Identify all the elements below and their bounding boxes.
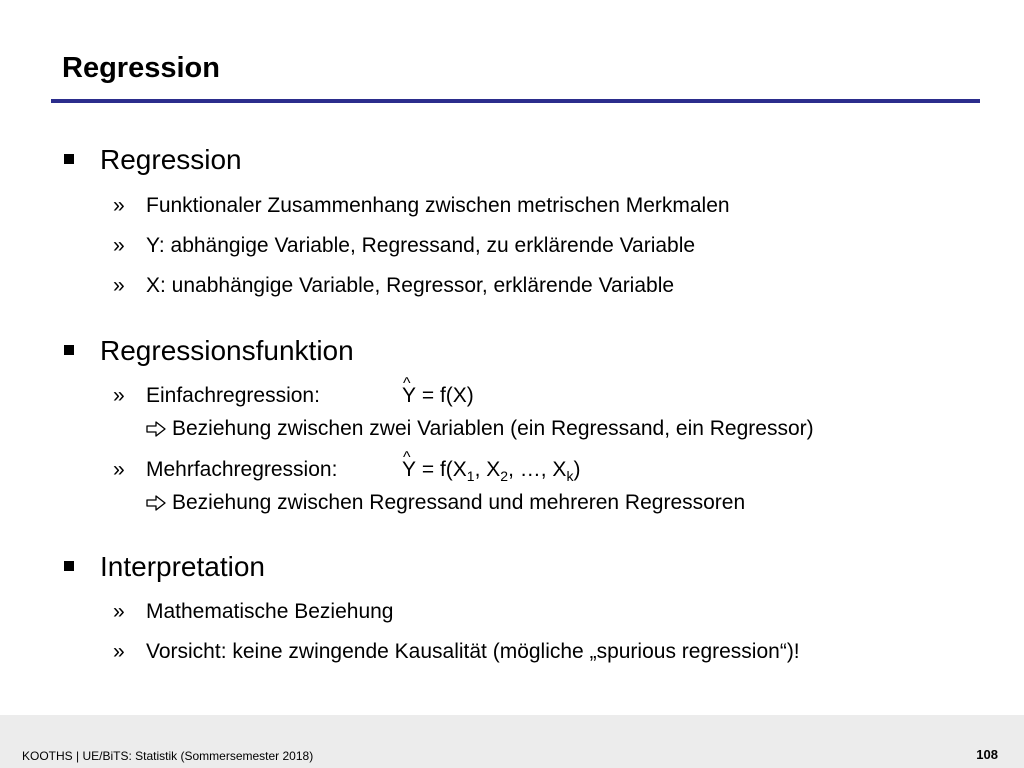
formula-subscript: 2 xyxy=(500,468,509,484)
right-arrow-icon xyxy=(146,421,166,437)
list-item-mehrfachregression xyxy=(113,455,746,514)
formula-part: ) xyxy=(573,458,581,481)
list-item-text: X: unabhängige Variable, Regressor, erklärende Variable xyxy=(146,274,675,297)
slide-title: Regression xyxy=(62,52,220,84)
list-item xyxy=(113,231,696,261)
formula-subscript: k xyxy=(566,468,574,484)
bullet-chevron-icon: » xyxy=(113,274,125,297)
slide-footer xyxy=(0,715,1024,768)
section-heading-label: Interpretation xyxy=(100,551,265,582)
bullet-chevron-icon: » xyxy=(113,600,125,623)
section-heading-regressionsfunktion xyxy=(100,334,354,368)
consequence-line xyxy=(146,488,745,518)
section-heading-label: Regressionsfunktion xyxy=(100,335,354,366)
formula-rest: = f(X) xyxy=(416,384,474,407)
formula-part: = f(X xyxy=(416,458,467,481)
square-bullet-icon xyxy=(64,561,74,571)
right-arrow-icon xyxy=(146,495,166,511)
consequence-text: Beziehung zwischen zwei Variablen (ein Regressand, ein Regressor) xyxy=(172,417,814,440)
formula-subscript: 1 xyxy=(466,468,475,484)
title-underline xyxy=(51,99,980,103)
consequence-text: Beziehung zwischen Regressand und mehreren Regressoren xyxy=(172,491,746,514)
list-item xyxy=(113,637,800,667)
list-item-text: Vorsicht: keine zwingende Kausalität (mögliche „spurious regression“)! xyxy=(146,640,800,663)
y-hat-symbol: ^ Y xyxy=(402,381,416,411)
regression-type-label: Mehrfachregression: xyxy=(146,458,338,481)
list-item xyxy=(113,191,730,221)
list-item xyxy=(113,271,675,301)
footer-course-info: KOOTHS | UE/BiTS: Statistik (Sommersemester 2018) xyxy=(22,749,314,763)
list-item xyxy=(113,597,394,627)
formula-part: , X xyxy=(474,458,501,481)
square-bullet-icon xyxy=(64,154,74,164)
section-heading-interpretation xyxy=(100,550,265,584)
regression-formula xyxy=(402,381,474,411)
bullet-chevron-icon: » xyxy=(113,194,125,217)
regression-type-label: Einfachregression: xyxy=(146,384,320,407)
formula-part: , …, X xyxy=(508,458,567,481)
list-item-text: Y: abhängige Variable, Regressand, zu erklärende Variable xyxy=(146,234,696,257)
y-hat-symbol: ^ Y xyxy=(402,455,416,485)
consequence-line xyxy=(146,414,814,444)
bullet-chevron-icon: » xyxy=(113,234,125,257)
bullet-chevron-icon: » xyxy=(113,640,125,663)
regression-formula xyxy=(402,455,580,485)
list-item-einfachregression xyxy=(113,381,814,440)
bullet-chevron-icon: » xyxy=(113,458,125,481)
square-bullet-icon xyxy=(64,345,74,355)
bullet-chevron-icon: » xyxy=(113,384,125,407)
section-heading-regression xyxy=(100,143,242,177)
list-item-text: Mathematische Beziehung xyxy=(146,600,394,623)
page-number: 108 xyxy=(976,747,998,762)
list-item-text: Funktionaler Zusammenhang zwischen metrischen Merkmalen xyxy=(146,194,730,217)
section-heading-label: Regression xyxy=(100,144,242,175)
